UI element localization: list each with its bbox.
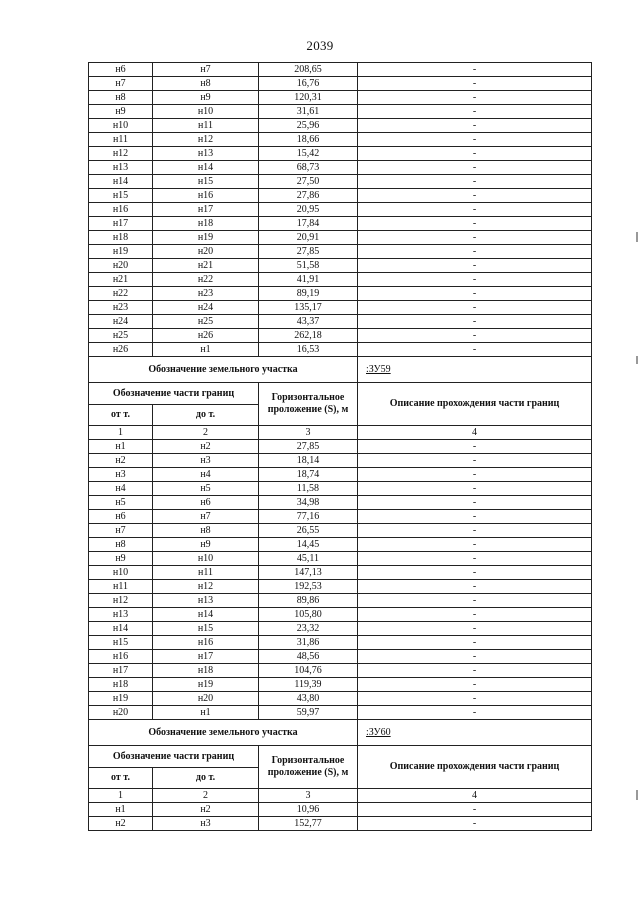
table-row <box>89 678 592 692</box>
from-point-cell: н13 <box>89 608 153 622</box>
description-cell: - <box>358 105 592 119</box>
to-point-cell: н20 <box>153 692 259 706</box>
to-point-cell: н5 <box>153 482 259 496</box>
description-cell: - <box>358 189 592 203</box>
from-point-cell: н6 <box>89 63 153 77</box>
description-cell: - <box>358 594 592 608</box>
to-point-cell: н13 <box>153 594 259 608</box>
to-point-cell: н4 <box>153 468 259 482</box>
to-point-cell: н2 <box>153 440 259 454</box>
description-cell: - <box>358 608 592 622</box>
description-cell: - <box>358 468 592 482</box>
length-cell: 119,39 <box>259 678 358 692</box>
table-row <box>89 510 592 524</box>
column-number: 4 <box>358 789 592 803</box>
to-point-cell: н9 <box>153 91 259 105</box>
description-cell: - <box>358 552 592 566</box>
description-cell: - <box>358 454 592 468</box>
from-point-header: от т. <box>89 405 153 426</box>
table-row <box>89 217 592 231</box>
description-cell: - <box>358 245 592 259</box>
length-cell: 51,58 <box>259 259 358 273</box>
table-row <box>89 147 592 161</box>
description-cell: - <box>358 580 592 594</box>
to-point-cell: н12 <box>153 133 259 147</box>
length-cell: 45,11 <box>259 552 358 566</box>
table-row <box>89 133 592 147</box>
length-cell: 120,31 <box>259 91 358 105</box>
to-point-cell: н14 <box>153 161 259 175</box>
column-number: 1 <box>89 426 153 440</box>
from-point-cell: н2 <box>89 817 153 831</box>
to-point-cell: н24 <box>153 301 259 315</box>
from-point-cell: н21 <box>89 273 153 287</box>
table-row <box>89 580 592 594</box>
description-cell: - <box>358 636 592 650</box>
table-row <box>89 692 592 706</box>
boundary-part-header: Обозначение части границ <box>89 383 259 405</box>
to-point-cell: н1 <box>153 706 259 720</box>
table-row <box>89 440 592 454</box>
description-cell: - <box>358 440 592 454</box>
to-point-cell: н3 <box>153 454 259 468</box>
table-row <box>89 552 592 566</box>
column-number: 1 <box>89 789 153 803</box>
description-cell: - <box>358 650 592 664</box>
to-point-cell: н26 <box>153 329 259 343</box>
from-point-cell: н3 <box>89 468 153 482</box>
page-number: 2039 <box>306 38 334 53</box>
length-cell: 43,37 <box>259 315 358 329</box>
to-point-cell: н12 <box>153 580 259 594</box>
description-cell: - <box>358 622 592 636</box>
description-cell: - <box>358 538 592 552</box>
to-point-cell: н2 <box>153 803 259 817</box>
to-point-cell: н10 <box>153 552 259 566</box>
table-row <box>89 566 592 580</box>
boundary-table <box>88 62 592 831</box>
column-number: 2 <box>153 789 259 803</box>
from-point-cell: н15 <box>89 189 153 203</box>
from-point-cell: н20 <box>89 706 153 720</box>
length-cell: 104,76 <box>259 664 358 678</box>
length-cell: 14,45 <box>259 538 358 552</box>
from-point-cell: н7 <box>89 77 153 91</box>
table-row <box>89 608 592 622</box>
column-number-row <box>89 789 592 803</box>
table-row <box>89 468 592 482</box>
length-cell: 152,77 <box>259 817 358 831</box>
from-point-cell: н11 <box>89 133 153 147</box>
column-number-row <box>89 426 592 440</box>
table-row <box>89 524 592 538</box>
description-cell: - <box>358 203 592 217</box>
length-cell: 25,96 <box>259 119 358 133</box>
length-cell: 15,42 <box>259 147 358 161</box>
table-row <box>89 817 592 831</box>
description-cell: - <box>358 63 592 77</box>
length-cell: 27,85 <box>259 440 358 454</box>
description-cell: - <box>358 664 592 678</box>
length-cell: 16,76 <box>259 77 358 91</box>
from-point-cell: н18 <box>89 231 153 245</box>
to-point-cell: н17 <box>153 650 259 664</box>
length-cell: 18,14 <box>259 454 358 468</box>
to-point-cell: н1 <box>153 343 259 357</box>
table-row <box>89 91 592 105</box>
column-number: 3 <box>259 426 358 440</box>
table-row <box>89 259 592 273</box>
from-point-cell: н18 <box>89 678 153 692</box>
from-point-cell: н4 <box>89 482 153 496</box>
to-point-cell: н22 <box>153 273 259 287</box>
description-cell: - <box>358 175 592 189</box>
table-row <box>89 301 592 315</box>
parcel-designation-row <box>89 357 592 383</box>
from-point-cell: н9 <box>89 552 153 566</box>
description-cell: - <box>358 510 592 524</box>
to-point-cell: н20 <box>153 245 259 259</box>
to-point-cell: н11 <box>153 119 259 133</box>
table-row <box>89 287 592 301</box>
description-cell: - <box>358 678 592 692</box>
horizontal-layout-header: Горизонтальное проложение (S), м <box>259 746 358 789</box>
from-point-cell: н19 <box>89 692 153 706</box>
from-point-cell: н10 <box>89 119 153 133</box>
length-cell: 147,13 <box>259 566 358 580</box>
description-cell: - <box>358 343 592 357</box>
length-cell: 18,74 <box>259 468 358 482</box>
from-point-cell: н16 <box>89 203 153 217</box>
table-row <box>89 63 592 77</box>
length-cell: 89,19 <box>259 287 358 301</box>
description-cell: - <box>358 231 592 245</box>
to-point-cell: н7 <box>153 63 259 77</box>
parcel-designation-label: Обозначение земельного участка <box>89 720 358 746</box>
length-cell: 68,73 <box>259 161 358 175</box>
length-cell: 18,66 <box>259 133 358 147</box>
length-cell: 105,80 <box>259 608 358 622</box>
to-point-cell: н14 <box>153 608 259 622</box>
table-row <box>89 245 592 259</box>
description-cell: - <box>358 566 592 580</box>
description-cell: - <box>358 287 592 301</box>
description-cell: - <box>358 329 592 343</box>
parcel-code: :ЗУ59 <box>358 357 592 383</box>
to-point-cell: н8 <box>153 77 259 91</box>
from-point-cell: н11 <box>89 580 153 594</box>
description-cell: - <box>358 273 592 287</box>
length-cell: 48,56 <box>259 650 358 664</box>
description-cell: - <box>358 161 592 175</box>
length-cell: 27,85 <box>259 245 358 259</box>
from-point-cell: н19 <box>89 245 153 259</box>
from-point-cell: н13 <box>89 161 153 175</box>
length-cell: 89,86 <box>259 594 358 608</box>
to-point-cell: н16 <box>153 189 259 203</box>
to-point-cell: н18 <box>153 664 259 678</box>
to-point-cell: н13 <box>153 147 259 161</box>
from-point-cell: н2 <box>89 454 153 468</box>
to-point-cell: н8 <box>153 524 259 538</box>
from-point-cell: н7 <box>89 524 153 538</box>
length-cell: 27,50 <box>259 175 358 189</box>
from-point-cell: н20 <box>89 259 153 273</box>
to-point-cell: н6 <box>153 496 259 510</box>
scan-edge-mark <box>636 232 638 242</box>
from-point-cell: н9 <box>89 105 153 119</box>
to-point-cell: н15 <box>153 175 259 189</box>
from-point-cell: н1 <box>89 440 153 454</box>
description-header: Описание прохождения части границ <box>358 383 592 426</box>
from-point-cell: н8 <box>89 91 153 105</box>
length-cell: 34,98 <box>259 496 358 510</box>
table-row <box>89 343 592 357</box>
table-row <box>89 161 592 175</box>
description-cell: - <box>358 315 592 329</box>
length-cell: 43,80 <box>259 692 358 706</box>
length-cell: 59,97 <box>259 706 358 720</box>
description-cell: - <box>358 147 592 161</box>
to-point-cell: н23 <box>153 287 259 301</box>
to-point-cell: н11 <box>153 566 259 580</box>
table-row <box>89 664 592 678</box>
table-row <box>89 273 592 287</box>
length-cell: 20,91 <box>259 231 358 245</box>
to-point-cell: н9 <box>153 538 259 552</box>
description-header: Описание прохождения части границ <box>358 746 592 789</box>
table-row <box>89 119 592 133</box>
length-cell: 135,17 <box>259 301 358 315</box>
parcel-designation-row <box>89 720 592 746</box>
table-row <box>89 496 592 510</box>
scan-edge-mark <box>636 356 638 364</box>
table-row <box>89 203 592 217</box>
parcel-code: :ЗУ60 <box>358 720 592 746</box>
length-cell: 41,91 <box>259 273 358 287</box>
table-row <box>89 636 592 650</box>
table-row <box>89 175 592 189</box>
to-point-header: до т. <box>153 768 259 789</box>
table-row <box>89 77 592 91</box>
description-cell: - <box>358 706 592 720</box>
length-cell: 262,18 <box>259 329 358 343</box>
description-cell: - <box>358 496 592 510</box>
length-cell: 16,53 <box>259 343 358 357</box>
from-point-cell: н14 <box>89 622 153 636</box>
table-row <box>89 329 592 343</box>
description-cell: - <box>358 217 592 231</box>
table-row <box>89 315 592 329</box>
from-point-header: от т. <box>89 768 153 789</box>
to-point-cell: н19 <box>153 678 259 692</box>
length-cell: 26,55 <box>259 524 358 538</box>
length-cell: 23,32 <box>259 622 358 636</box>
length-cell: 77,16 <box>259 510 358 524</box>
table-row <box>89 803 592 817</box>
table-row <box>89 189 592 203</box>
column-number: 4 <box>358 426 592 440</box>
from-point-cell: н23 <box>89 301 153 315</box>
table-row <box>89 482 592 496</box>
table-row <box>89 706 592 720</box>
to-point-cell: н7 <box>153 510 259 524</box>
length-cell: 20,95 <box>259 203 358 217</box>
parcel-designation-label: Обозначение земельного участка <box>89 357 358 383</box>
from-point-cell: н12 <box>89 147 153 161</box>
description-cell: - <box>358 259 592 273</box>
from-point-cell: н1 <box>89 803 153 817</box>
from-point-cell: н25 <box>89 329 153 343</box>
length-cell: 27,86 <box>259 189 358 203</box>
column-header-row <box>89 383 592 405</box>
to-point-cell: н10 <box>153 105 259 119</box>
from-point-cell: н22 <box>89 287 153 301</box>
description-cell: - <box>358 133 592 147</box>
length-cell: 11,58 <box>259 482 358 496</box>
to-point-cell: н15 <box>153 622 259 636</box>
from-point-cell: н6 <box>89 510 153 524</box>
from-point-cell: н16 <box>89 650 153 664</box>
length-cell: 208,65 <box>259 63 358 77</box>
to-point-cell: н3 <box>153 817 259 831</box>
from-point-cell: н24 <box>89 315 153 329</box>
column-number: 2 <box>153 426 259 440</box>
table-row <box>89 105 592 119</box>
table-row <box>89 454 592 468</box>
from-point-cell: н15 <box>89 636 153 650</box>
table-row <box>89 650 592 664</box>
from-point-cell: н12 <box>89 594 153 608</box>
from-point-cell: н14 <box>89 175 153 189</box>
to-point-header: до т. <box>153 405 259 426</box>
length-cell: 192,53 <box>259 580 358 594</box>
from-point-cell: н5 <box>89 496 153 510</box>
to-point-cell: н25 <box>153 315 259 329</box>
description-cell: - <box>358 301 592 315</box>
table-row <box>89 594 592 608</box>
description-cell: - <box>358 119 592 133</box>
boundary-table-body <box>89 63 592 831</box>
scan-edge-mark <box>636 790 638 800</box>
to-point-cell: н21 <box>153 259 259 273</box>
to-point-cell: н17 <box>153 203 259 217</box>
length-cell: 31,86 <box>259 636 358 650</box>
description-cell: - <box>358 803 592 817</box>
description-cell: - <box>358 692 592 706</box>
description-cell: - <box>358 91 592 105</box>
horizontal-layout-header: Горизонтальное проложение (S), м <box>259 383 358 426</box>
table-row <box>89 538 592 552</box>
to-point-cell: н18 <box>153 217 259 231</box>
from-point-cell: н26 <box>89 343 153 357</box>
from-point-cell: н10 <box>89 566 153 580</box>
description-cell: - <box>358 77 592 91</box>
table-row <box>89 231 592 245</box>
to-point-cell: н16 <box>153 636 259 650</box>
from-point-cell: н17 <box>89 664 153 678</box>
table-row <box>89 622 592 636</box>
to-point-cell: н19 <box>153 231 259 245</box>
column-number: 3 <box>259 789 358 803</box>
length-cell: 31,61 <box>259 105 358 119</box>
length-cell: 10,96 <box>259 803 358 817</box>
from-point-cell: н8 <box>89 538 153 552</box>
column-header-row <box>89 746 592 768</box>
description-cell: - <box>358 482 592 496</box>
from-point-cell: н17 <box>89 217 153 231</box>
description-cell: - <box>358 817 592 831</box>
length-cell: 17,84 <box>259 217 358 231</box>
boundary-part-header: Обозначение части границ <box>89 746 259 768</box>
description-cell: - <box>358 524 592 538</box>
